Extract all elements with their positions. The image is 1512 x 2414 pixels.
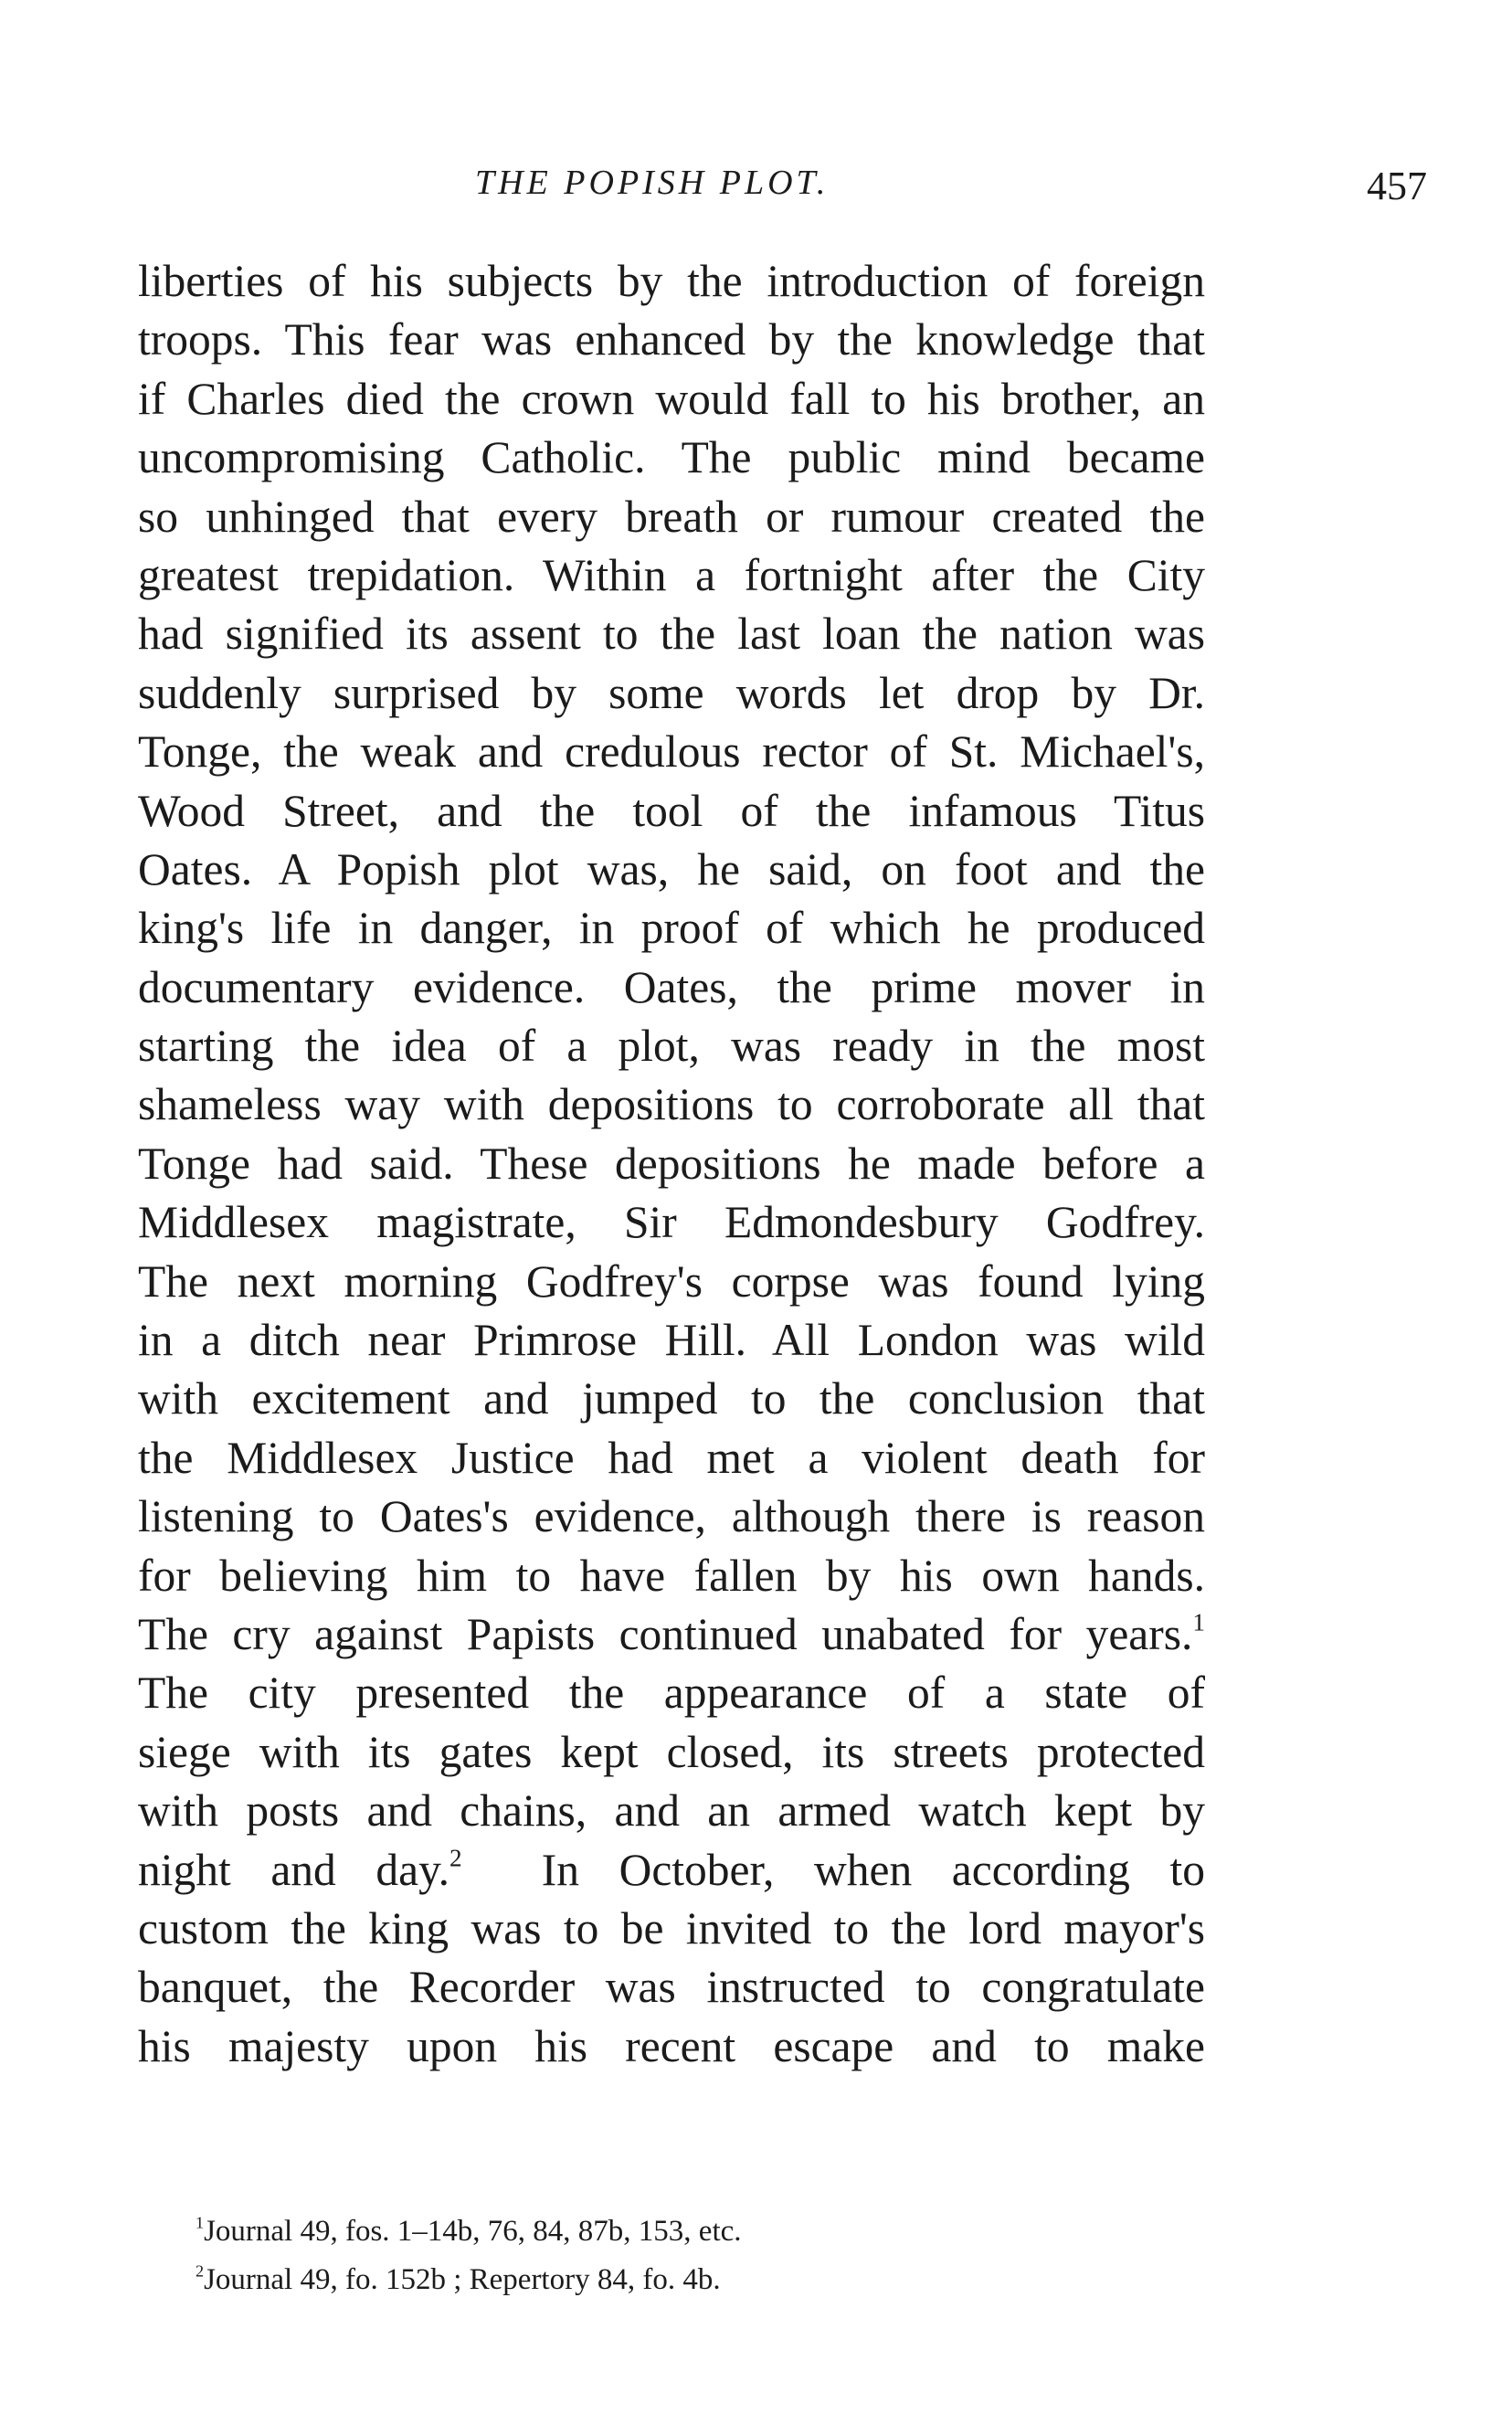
text-line: The city presented the appearance of a state of <box>138 1668 1205 1719</box>
text-line: Tonge had said. These depositions he made before a <box>138 1138 1205 1189</box>
footnote <box>196 2208 1018 2256</box>
text-line: Tonge, the weak and credulous rector of St. Michael's, <box>138 726 1205 778</box>
running-head <box>0 163 1512 217</box>
text-line: siege with its gates kept closed, its streets protected <box>138 1726 1205 1777</box>
footnote-marker: 1 <box>1192 1608 1205 1636</box>
text-line: king's life in danger, in proof of which he produced <box>138 903 1205 954</box>
text-line: documentary evidence. Oates, the prime mover in <box>138 961 1205 1012</box>
text-line: for believing him to have fallen by his own hands. <box>138 1550 1205 1601</box>
text-line: if Charles died the crown would fall to his brother, an <box>138 373 1205 424</box>
text-line: the Middlesex Justice had met a violent death for <box>138 1432 1205 1483</box>
text-line: banquet, the Recorder was instructed to congratulate <box>138 1962 1205 2013</box>
text-line: The next morning Godfrey's corpse was found lying <box>138 1255 1205 1307</box>
footnote-number: 2 <box>196 2261 205 2281</box>
text-line: liberties of his subjects by the introduction of foreign <box>138 256 1205 306</box>
text-line: starting the idea of a plot, was ready in the most <box>138 1021 1205 1072</box>
text-line: suddenly surprised by some words let drop by Dr. <box>138 667 1205 718</box>
text-line: Middlesex magistrate, Sir Edmondesbury Godfrey. <box>138 1197 1205 1248</box>
text-line: shameless way with depositions to corroborate all that <box>138 1079 1205 1130</box>
text-line: in a ditch near Primrose Hill. All London was wild <box>138 1315 1205 1366</box>
text-line-with-footnote <box>138 1605 1205 1664</box>
footnote <box>196 2256 1018 2304</box>
body-text <box>138 252 1205 2076</box>
running-title: THE POPISH PLOT. <box>475 164 830 202</box>
text-line: Wood Street, and the tool of the infamous Titus <box>138 785 1205 836</box>
text-line: listening to Oates's evidence, although there is reason <box>138 1491 1205 1542</box>
footnote-text: Journal 49, fos. 1–14b, 76, 84, 87b, 153, etc. <box>204 2215 742 2248</box>
footnote-marker: 2 <box>449 1844 462 1872</box>
page-number: 457 <box>1367 164 1427 208</box>
text-line: uncompromising Catholic. The public mind became <box>138 432 1205 483</box>
text-line-segment: night and day. <box>138 1844 450 1895</box>
text-line: his majesty upon his recent escape and to make <box>138 2020 1205 2071</box>
text-line-segment: The cry against Papists continued unabated for years. <box>138 1608 1193 1659</box>
footnote-text: Journal 49, fo. 152b ; Repertory 84, fo. 4b. <box>204 2263 721 2296</box>
text-line: with excitement and jumped to the conclusion that <box>138 1373 1205 1424</box>
text-line: greatest trepidation. Within a fortnight after the City <box>138 549 1205 600</box>
text-line: troops. This fear was enhanced by the knowledge that <box>138 314 1205 365</box>
text-line-with-footnote <box>138 1841 1205 1900</box>
text-line: custom the king was to be invited to the lord mayor's <box>138 1902 1205 1953</box>
footnote-number: 1 <box>196 2213 205 2232</box>
footnotes <box>196 2208 1018 2304</box>
text-line: with posts and chains, and an armed watch kept by <box>138 1785 1205 1837</box>
text-line: Oates. A Popish plot was, he said, on foot and the <box>138 843 1205 895</box>
text-line-segment: In October, when according to <box>541 1844 1206 1895</box>
text-line: so unhinged that every breath or rumour created the <box>138 491 1205 542</box>
text-line: had signified its assent to the last loan the nation was <box>138 609 1205 660</box>
